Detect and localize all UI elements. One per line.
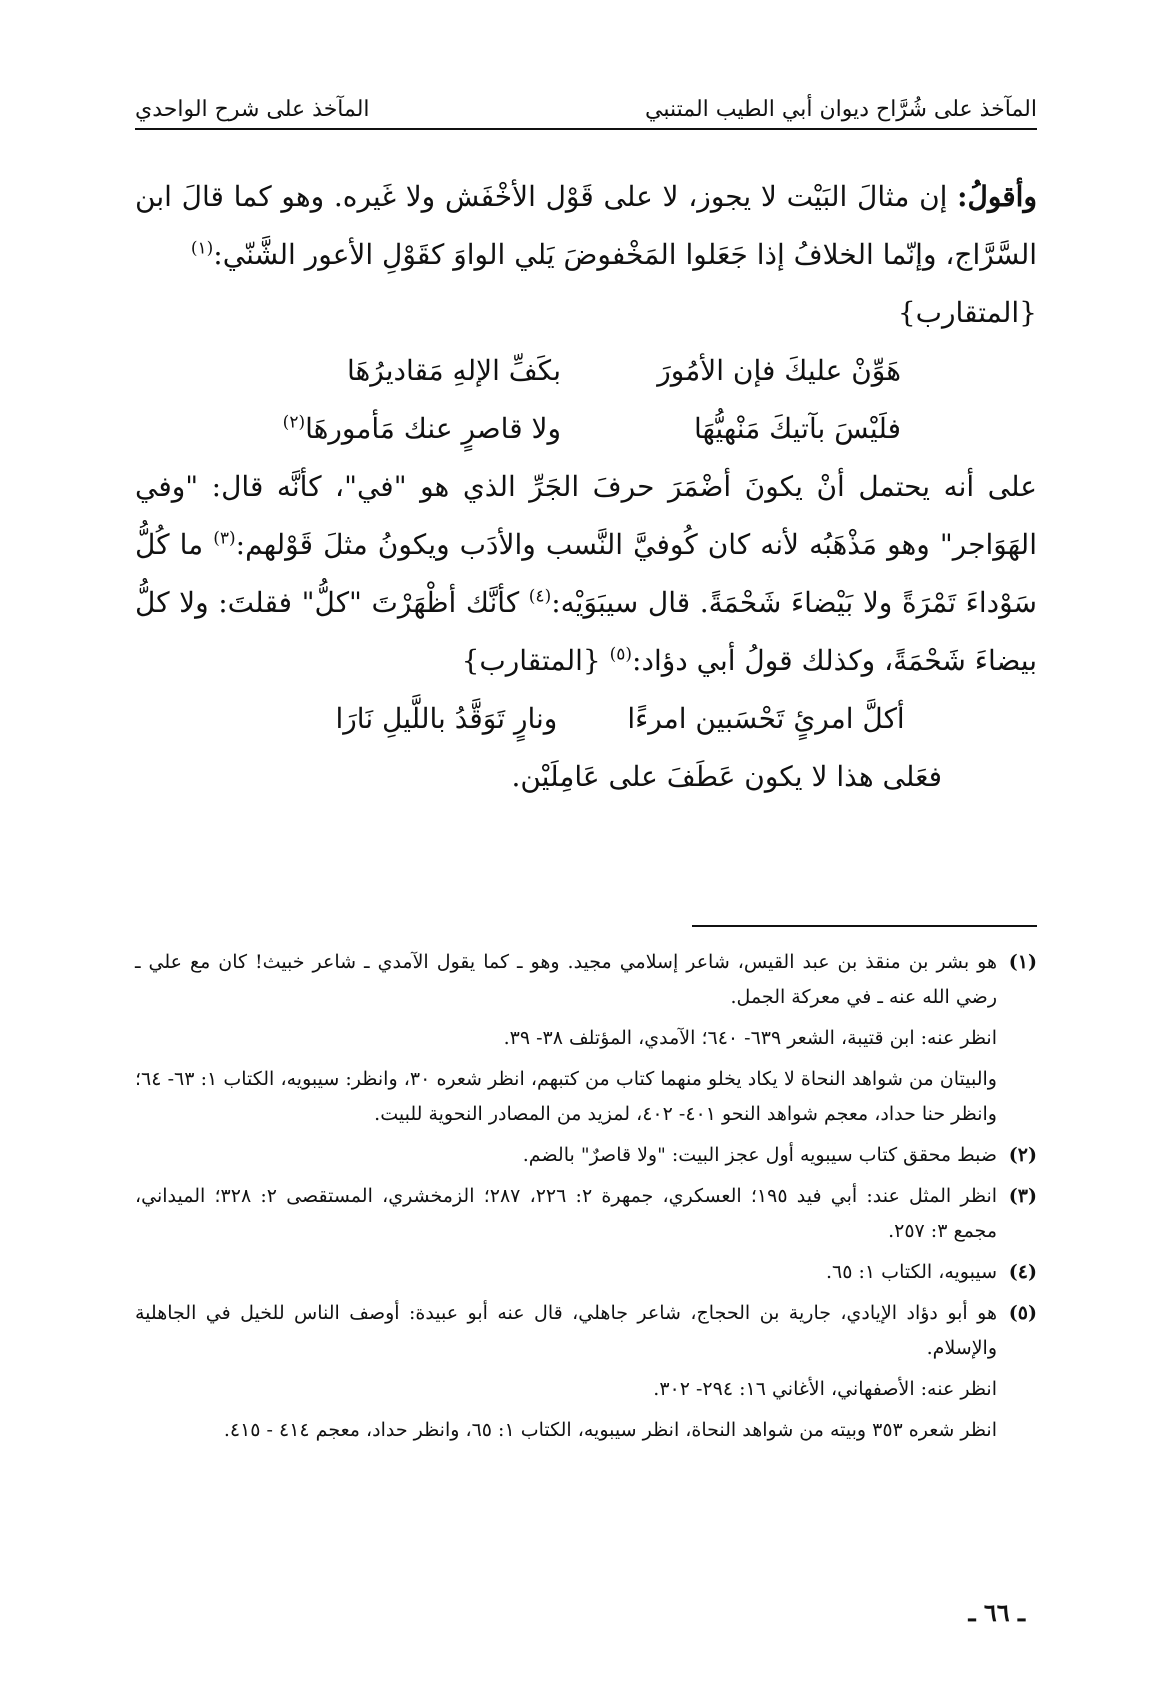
footnotes xyxy=(135,945,1037,1454)
footnote-ref-3[interactable]: (٣) xyxy=(213,528,236,549)
verse-line xyxy=(135,400,1037,458)
verse-hemistich-first: فلَيْسَ بآتيكَ مَنْهيُّهَا xyxy=(693,412,901,445)
paragraph-lead-word: وأقولُ: xyxy=(957,180,1037,213)
footnote-text: سيبويه، الكتاب ١: ٦٥. xyxy=(826,1261,997,1283)
footnote-number: (١) xyxy=(1008,951,1037,973)
footnote-number: (٢) xyxy=(1008,1144,1037,1166)
footnote-text: هو أبو دؤاد الإيادي، جارية بن الحجاج، شاعر جاهلي، قال عنه أبو عبيدة: أوصف الناس للخيل في الجاهلية والإسلام. xyxy=(135,1302,997,1359)
footnote-ref-1[interactable]: (١) xyxy=(190,238,214,259)
verse-line xyxy=(135,342,1037,400)
paragraph-2-text-a: على أنه يحتمل أنْ يكونَ أضْمَرَ حرفَ الجَرِّ الذي هو "في"، كأنَّه قال: "وفي الهَوَاجر" وهو مَذْهَبُه لأنه كان كُوفيَّ النَّسب والأدَب ويكونُ مثلَ قَوْلهم: xyxy=(135,470,1037,561)
footnote-text: هو بشر بن منقذ بن عبد القيس، شاعر إسلامي مجيد. وهو ـ كما يقول الآمدي ـ شاعر خبيث! كان مع علي ـ رضي الله عنه ـ في معركة الجمل. xyxy=(135,951,997,1008)
meter-label-1: {المتقارب} xyxy=(897,296,1037,329)
paragraph-2-text-c: كأنَّك أظْهَرْتَ "كلُّ" فقلتَ: ولا كلُّ بيضاءَ شَحْمَةً، وكذلك قولُ أبي دؤاد: xyxy=(135,586,1037,677)
footnote-divider xyxy=(692,925,1037,927)
footnote-item xyxy=(135,1296,1037,1366)
main-text xyxy=(135,168,1037,806)
header-chapter-title: المآخذ على شرح الواحدي xyxy=(135,97,370,122)
footnote-continuation: انظر عنه: الأصفهاني، الأغاني ١٦: ٢٩٤- ٣٠٢. xyxy=(653,1378,997,1400)
paragraph-1-text: إن مثالَ البَيْت لا يجوز، لا على قَوْل الأخْفَش ولا غَيره. وهو كما قالَ ابن السَّرَّاج، وإنّما الخلافُ إذا جَعَلوا المَخْفوضَ يَلي الواوَ كقَوْلِ الأعور الشَّنّي: xyxy=(135,180,1037,271)
verse-hemistich-first: هَوِّنْ عليكَ فإن الأمُورَ xyxy=(657,354,901,387)
running-header xyxy=(135,82,1037,122)
footnote-ref-2[interactable]: (٢) xyxy=(282,412,306,433)
verse-hemistich-second: بكَفِّ الإلهِ مَقاديرُهَا xyxy=(346,354,561,387)
paragraph-2 xyxy=(135,458,1037,690)
footnote-text: ضبط محقق كتاب سيبويه أول عجز البيت: "ولا قاصرٌ" بالضم. xyxy=(522,1144,997,1166)
footnote-text: انظر المثل عند: أبي فيد ١٩٥؛ العسكري، جمهرة ٢: ٢٢٦، ٢٨٧؛ الزمخشري، المستقصى ٢: ٣٢٨؛ الميداني، مجمع ٣: ٢٥٧. xyxy=(135,1185,998,1242)
header-divider xyxy=(135,128,1037,130)
paragraph-1 xyxy=(135,168,1037,284)
verse-hemistich-second: ونارٍ تَوَقَّدُ باللَّيلِ نَارَا xyxy=(335,702,558,735)
footnote-continuation: انظر شعره ٣٥٣ وبيته من شواهد النحاة، انظر سيبويه، الكتاب ١: ٦٥، وانظر حداد، معجم ٤١٤ - ٤١٥. xyxy=(223,1419,997,1441)
footnote-continuation: والبيتان من شواهد النحاة لا يكاد يخلو منهما كتاب من كتبهم، انظر شعره ٣٠، وانظر: سيبويه، الكتاب ١: ٦٣- ٦٤؛ وانظر حنا حداد، معجم شواهد النحو ٤٠١- ٤٠٢، لمزيد من المصادر النحوية للبيت. xyxy=(135,1068,997,1125)
header-book-title: المآخذ على شُرَّاح ديوان أبي الطيب المتنبي xyxy=(645,97,1037,122)
footnote-ref-4[interactable]: (٤) xyxy=(528,586,552,607)
footnote-number: (٣) xyxy=(1008,1185,1038,1207)
verse-hemistich-text: ولا قاصرٍ عنك مَأمورهَا xyxy=(305,412,561,445)
footnote-number: (٥) xyxy=(1008,1302,1037,1324)
closing-sentence: فعَلى هذا لا يكون عَطَفَ على عَامِلَيْن. xyxy=(511,760,942,793)
footnote-item xyxy=(135,1255,1037,1290)
meter-label-2: {المتقارب} xyxy=(461,644,610,677)
footnote-ref-5[interactable]: (٥) xyxy=(609,644,633,665)
footnote-continuation: انظر عنه: ابن قتيبة، الشعر ٦٣٩- ٦٤٠؛ الآمدي، المؤتلف ٣٨- ٣٩. xyxy=(503,1027,997,1049)
verse-hemistich-first: أكلَّ امرئٍ تَحْسَبين امرءًا xyxy=(627,702,905,735)
footnote-item xyxy=(135,945,1037,1015)
paragraph-2-text-b: ما كُلُّ سَوْداءَ تَمْرَةً ولا بَيْضاءَ شَحْمَةً. قال سيبَوَيْه: xyxy=(135,528,1037,619)
footnote-number: (٤) xyxy=(1008,1261,1037,1283)
footnote-item xyxy=(135,1138,1037,1173)
page-number: ـ ٦٦ ـ xyxy=(968,1598,1025,1627)
footnote-item xyxy=(135,1179,1037,1249)
verse-line xyxy=(135,690,1037,748)
verse-hemistich-second xyxy=(271,400,561,458)
